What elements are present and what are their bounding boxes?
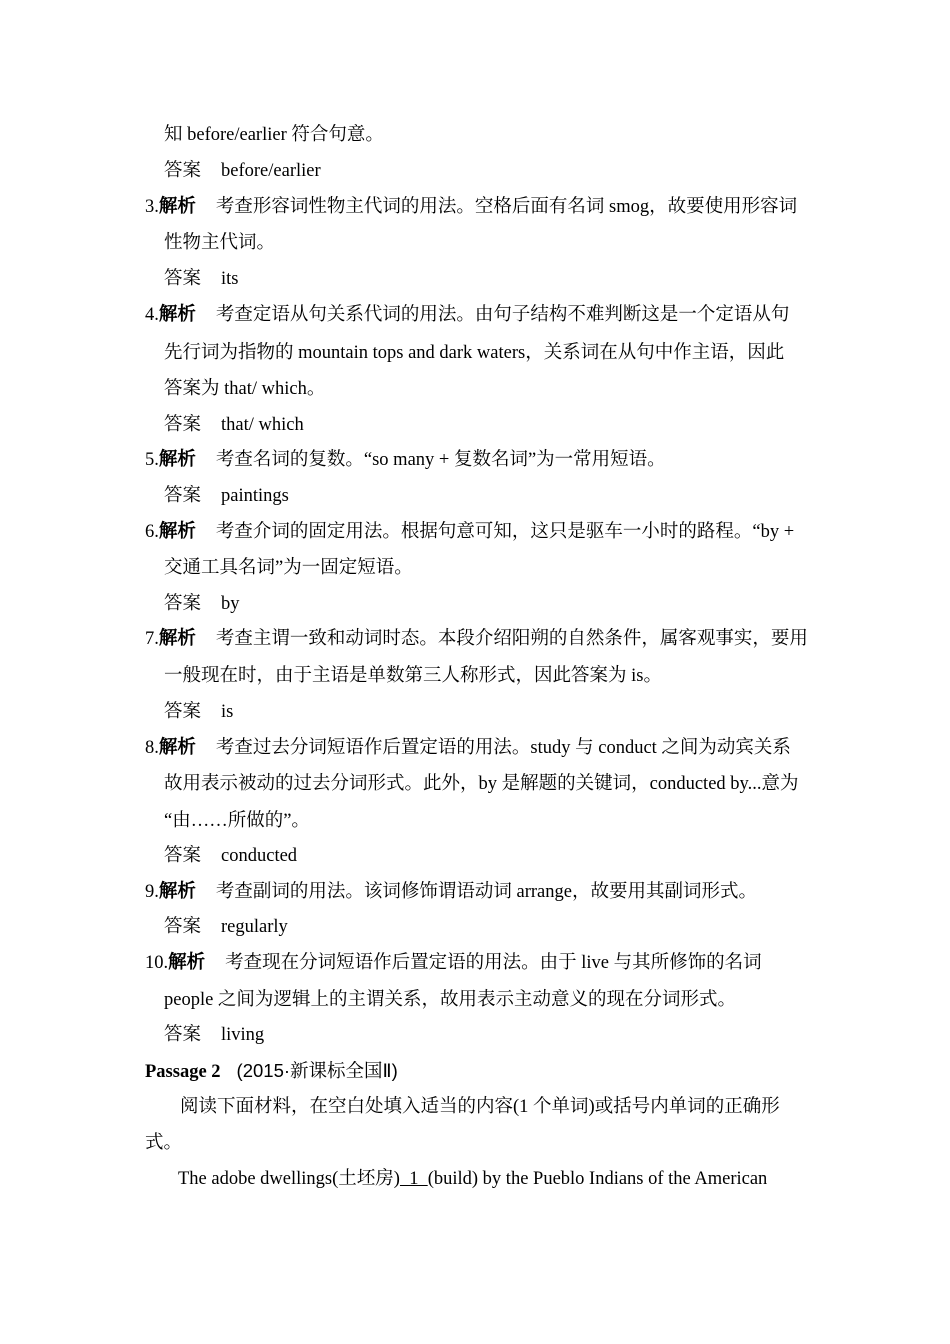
- blank-1: 1: [399, 1169, 428, 1189]
- passage-text: The adobe dwellings(土坯房) 1 (build) by the Pueblo Indians of the American: [178, 1169, 768, 1189]
- answer-6: 答案 by: [164, 594, 240, 614]
- analysis-5: 5.解析 考查名词的复数。“so many + 复数名词”为一常用短语。: [145, 450, 666, 470]
- answer-line: 知 before/earlier 符合句意。: [164, 125, 384, 145]
- answer-4: 答案 that/ which: [164, 415, 304, 435]
- analysis-3: 3.解析 考查形容词性物主代词的用法。空格后面有名词 smog，故要使用形容词: [145, 197, 798, 217]
- analysis-4: 4.解析 考查定语从句关系代词的用法。由句子结构不难判断这是一个定语从句: [145, 305, 790, 325]
- analysis-3-cont: 性物主代词。: [164, 233, 276, 253]
- analysis-6: 6.解析 考查介词的固定用法。根据句意可知，这只是驱车一小时的路程。“by +: [145, 522, 795, 542]
- answer-10: 答案 living: [164, 1025, 265, 1045]
- analysis-8: 8.解析 考查过去分词短语作后置定语的用法。study 与 conduct 之间为动宾关系: [145, 738, 791, 758]
- analysis-7: 7.解析 考查主谓一致和动词时态。本段介绍阳朔的自然条件，属客观事实，要用: [145, 629, 808, 649]
- analysis-10: 10.解析 考查现在分词短语作后置定语的用法。由于 live 与其所修饰的名词: [145, 953, 762, 973]
- analysis-7-cont: 一般现在时，由于主语是单数第三人称形式，因此答案为 is。: [164, 666, 662, 686]
- instructions: 阅读下面材料，在空白处填入适当的内容(1 个单词)或括号内单词的正确形: [180, 1097, 780, 1117]
- analysis-8-cont2: “由……所做的”。: [164, 811, 310, 831]
- answer-9: 答案 regularly: [164, 917, 288, 937]
- instructions-cont: 式。: [145, 1133, 183, 1153]
- answer-7: 答案 is: [164, 702, 234, 722]
- answer-2: 答案 before/earlier: [164, 161, 321, 181]
- analysis-4-cont: 先行词为指物的 mountain tops and dark waters，关系词在从句中作主语，因此: [164, 343, 785, 363]
- passage-heading: Passage 2 (2015·新课标全国Ⅱ): [145, 1060, 398, 1082]
- analysis-10-cont: people 之间为逻辑上的主谓关系，故用表示主动意义的现在分词形式。: [164, 990, 736, 1010]
- answer-5: 答案 paintings: [164, 486, 289, 506]
- analysis-4-cont2: 答案为 that/ which。: [164, 379, 326, 399]
- analysis-6-cont: 交通工具名词”为一固定短语。: [164, 558, 413, 578]
- analysis-8-cont: 故用表示被动的过去分词形式。此外，by 是解题的关键词，conducted by...意为: [164, 774, 799, 794]
- answer-3: 答案 its: [164, 269, 239, 289]
- answer-8: 答案 conducted: [164, 846, 298, 866]
- passage-source: (2015·新课标全国Ⅱ): [236, 1060, 398, 1081]
- analysis-9: 9.解析 考查副词的用法。该词修饰谓语动词 arrange，故要用其副词形式。: [145, 882, 757, 902]
